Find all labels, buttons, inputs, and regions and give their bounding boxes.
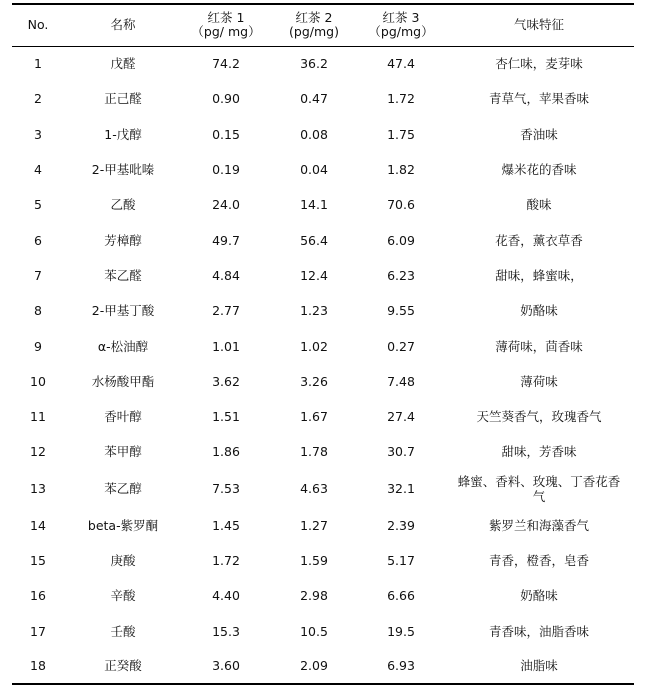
header-tea1-unit: （pg/ mg） — [191, 24, 261, 40]
cell-tea1-value: 49.7 — [212, 232, 240, 248]
cell-no: 14 — [30, 517, 46, 533]
table-row — [12, 117, 634, 152]
table-row — [12, 152, 634, 187]
cell-compound-name: 水杨酸甲酯 — [91, 373, 155, 389]
cell-tea2-value: 2.98 — [300, 588, 328, 604]
cell-no: 1 — [34, 56, 42, 72]
cell-tea2-value: 4.63 — [300, 481, 328, 497]
cell-compound-name: 苯乙醇 — [104, 481, 142, 497]
table-row — [12, 508, 634, 543]
cell-compound-name: 2-甲基丁酸 — [91, 303, 155, 319]
cell-tea3-value: 19.5 — [387, 623, 415, 639]
table-row — [12, 543, 634, 578]
cell-tea1-value: 0.15 — [212, 126, 240, 142]
cell-tea2-value: 36.2 — [300, 56, 328, 72]
header-tea3 — [358, 4, 444, 46]
aroma-compound-table — [12, 3, 634, 685]
cell-tea3-value: 32.1 — [387, 481, 415, 497]
cell-tea1-value: 1.01 — [212, 338, 240, 354]
cell-tea3-value: 47.4 — [387, 56, 415, 72]
cell-compound-name: 戊醛 — [110, 56, 136, 72]
table-row — [12, 222, 634, 257]
cell-odor: 花香，薰衣草香 — [495, 232, 583, 248]
cell-odor: 甜味，蜂蜜味， — [495, 267, 583, 283]
cell-odor: 奶酪味 — [520, 303, 558, 319]
cell-compound-name: beta-紫罗酮 — [87, 517, 159, 533]
table-row — [12, 187, 634, 222]
cell-odor: 杏仁味，麦芽味 — [495, 56, 583, 72]
cell-no: 9 — [34, 338, 42, 354]
cell-odor: 天竺葵香气，玫瑰香气 — [476, 409, 602, 425]
cell-tea1-value: 2.77 — [212, 303, 240, 319]
cell-compound-name: 正己醛 — [104, 91, 142, 107]
cell-tea1-value: 1.72 — [212, 553, 240, 568]
cell-odor: 奶酪味 — [520, 588, 558, 604]
cell-no: 8 — [34, 303, 42, 319]
cell-compound-name: 壬酸 — [110, 623, 136, 639]
cell-no: 10 — [30, 373, 46, 389]
cell-no: 2 — [34, 91, 42, 107]
cell-tea3-value: 6.23 — [387, 267, 415, 283]
header-no: No. — [12, 4, 64, 46]
cell-no: 12 — [30, 444, 46, 460]
cell-compound-name: 辛酸 — [110, 588, 136, 604]
table-row — [12, 470, 634, 508]
table-row — [12, 649, 634, 684]
table-row — [12, 258, 634, 293]
cell-compound-name: 1-戊醇 — [104, 126, 142, 142]
header-name: 名称 — [64, 4, 182, 46]
cell-no: 11 — [30, 409, 46, 425]
table-row — [12, 399, 634, 434]
cell-tea2-value: 1.59 — [300, 553, 328, 568]
cell-odor: 甜味，芳香味 — [501, 444, 577, 460]
cell-tea3-value: 5.17 — [387, 553, 415, 568]
table-row — [12, 81, 634, 116]
cell-odor: 青香味，油脂香味 — [488, 623, 589, 639]
cell-tea1-value: 0.19 — [212, 162, 240, 178]
cell-tea2-value: 0.08 — [300, 126, 328, 142]
table-row — [12, 613, 634, 648]
header-tea2-title: 红茶 2 — [295, 10, 333, 26]
cell-tea3-value: 30.7 — [387, 444, 415, 460]
cell-no: 17 — [30, 623, 46, 639]
header-tea2-unit: (pg/mg) — [289, 24, 339, 40]
cell-odor: 紫罗兰和海藻香气 — [488, 517, 589, 533]
cell-no: 5 — [34, 197, 42, 213]
cell-tea1-value: 24.0 — [212, 197, 240, 213]
table-row — [12, 578, 634, 613]
cell-odor: 青草气，苹果香味 — [488, 91, 589, 107]
cell-tea3-value: 27.4 — [387, 409, 415, 425]
cell-tea2-value: 0.47 — [300, 91, 328, 107]
cell-tea1-value: 4.40 — [212, 588, 240, 604]
cell-tea2-value: 1.23 — [300, 303, 328, 319]
cell-odor: 香油味 — [520, 126, 558, 142]
cell-odor: 油脂味 — [444, 649, 634, 684]
cell-tea1-value: 3.62 — [212, 373, 240, 389]
cell-tea3-value: 2.39 — [387, 517, 415, 533]
cell-no: 6 — [34, 232, 42, 248]
table-header — [12, 4, 634, 46]
header-row — [12, 4, 634, 46]
cell-compound-name: 香叶醇 — [104, 409, 142, 425]
table-row — [12, 46, 634, 81]
cell-tea3-value: 1.75 — [387, 126, 415, 142]
cell-odor: 薄荷味，茴香味 — [495, 338, 583, 354]
cell-no: 3 — [34, 126, 42, 142]
cell-tea3-value: 6.09 — [387, 232, 415, 248]
header-tea1 — [182, 4, 270, 46]
header-tea2 — [270, 4, 358, 46]
cell-tea3-value: 9.55 — [387, 303, 415, 319]
cell-tea3-value: 6.66 — [387, 588, 415, 604]
cell-tea3-value: 7.48 — [387, 373, 415, 389]
cell-tea2-value: 1.78 — [300, 444, 328, 460]
cell-tea1-value: 1.86 — [212, 444, 240, 460]
table-row — [12, 328, 634, 363]
cell-tea1-value: 3.60 — [182, 649, 270, 684]
cell-compound-name: 2-甲基吡嗪 — [91, 162, 155, 178]
cell-compound-name: α-松油醇 — [97, 338, 149, 354]
cell-no: 7 — [34, 267, 42, 283]
cell-no: 4 — [34, 162, 42, 178]
cell-tea3-value: 1.82 — [387, 162, 415, 178]
header-tea3-unit: （pg/mg） — [368, 24, 434, 40]
cell-tea2-value: 1.02 — [300, 338, 328, 354]
table-row — [12, 293, 634, 328]
cell-compound-name: 正癸酸 — [64, 649, 182, 684]
header-tea1-title: 红茶 1 — [207, 10, 245, 26]
cell-tea2-value: 3.26 — [300, 373, 328, 389]
header-odor: 气味特征 — [444, 4, 634, 46]
cell-tea3-value: 0.27 — [387, 338, 415, 354]
cell-compound-name: 苯甲醇 — [104, 444, 142, 460]
cell-tea1-value: 4.84 — [212, 267, 240, 283]
cell-compound-name: 庚酸 — [110, 553, 136, 568]
cell-tea2-value: 12.4 — [300, 267, 328, 283]
header-tea3-title: 红茶 3 — [382, 10, 420, 26]
cell-tea2-value: 10.5 — [300, 623, 328, 639]
cell-tea1-value: 1.45 — [212, 517, 240, 533]
cell-no: 16 — [30, 588, 46, 604]
table-body — [12, 46, 634, 684]
cell-tea2-value: 0.04 — [300, 162, 328, 178]
cell-no: 13 — [30, 481, 46, 497]
cell-odor: 薄荷味 — [520, 373, 558, 389]
cell-tea1-value: 74.2 — [212, 56, 240, 72]
cell-tea2-value: 2.09 — [270, 649, 358, 684]
cell-tea2-value: 14.1 — [300, 197, 328, 213]
cell-tea3-value: 6.93 — [358, 649, 444, 684]
cell-odor: 爆米花的香味 — [501, 162, 577, 178]
cell-tea1-value: 15.3 — [212, 623, 240, 639]
cell-compound-name: 芳樟醇 — [104, 232, 142, 248]
cell-odor: 青香，橙香，皂香 — [488, 553, 589, 568]
cell-no: 18 — [12, 649, 64, 684]
cell-odor: 蜂蜜、香料、玫瑰、丁香花香气 — [457, 473, 621, 504]
cell-tea2-value: 56.4 — [300, 232, 328, 248]
cell-tea1-value: 7.53 — [212, 481, 240, 497]
cell-tea1-value: 1.51 — [212, 409, 240, 425]
cell-tea3-value: 1.72 — [387, 91, 415, 107]
cell-tea1-value: 0.90 — [212, 91, 240, 107]
cell-compound-name: 苯乙醛 — [104, 267, 142, 283]
cell-tea2-value: 1.67 — [300, 409, 328, 425]
cell-odor: 酸味 — [526, 197, 552, 213]
cell-tea2-value: 1.27 — [300, 517, 328, 533]
table-row — [12, 434, 634, 469]
cell-no: 15 — [30, 553, 46, 568]
cell-tea3-value: 70.6 — [387, 197, 415, 213]
cell-compound-name: 乙酸 — [110, 197, 136, 213]
table-row — [12, 364, 634, 399]
